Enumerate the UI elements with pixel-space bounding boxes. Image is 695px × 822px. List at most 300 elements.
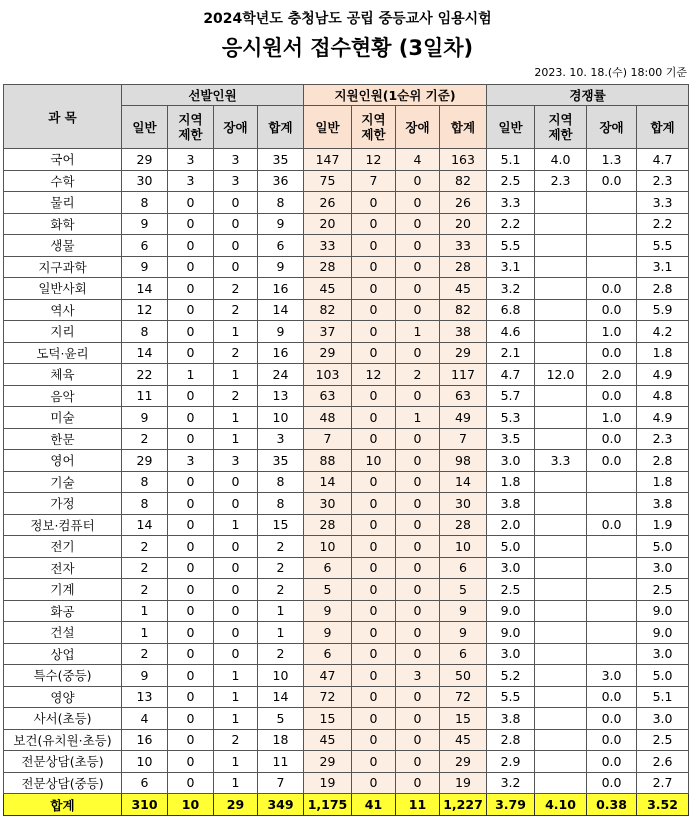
- value-cell: 6: [122, 772, 168, 794]
- value-cell: 2.8: [487, 729, 535, 751]
- table-row: [4, 235, 689, 257]
- subject-cell: 영어: [4, 450, 122, 472]
- value-cell: 0: [396, 729, 440, 751]
- subject-cell: 기술: [4, 471, 122, 493]
- value-cell: 2.9: [487, 751, 535, 773]
- value-cell: 0: [168, 428, 214, 450]
- value-cell: 8: [122, 471, 168, 493]
- value-cell: 2: [122, 579, 168, 601]
- value-cell: 2.5: [637, 729, 689, 751]
- value-cell: 0: [214, 622, 258, 644]
- value-cell: 11: [258, 751, 304, 773]
- value-cell: 30: [440, 493, 487, 515]
- value-cell: 5.5: [637, 235, 689, 257]
- value-cell: 1: [214, 428, 258, 450]
- sub-header-cell: 지역 제한: [168, 106, 214, 149]
- value-cell: 5.2: [487, 665, 535, 687]
- sub-header-cell: 합계: [637, 106, 689, 149]
- value-cell: 0: [396, 622, 440, 644]
- value-cell: 6.8: [487, 299, 535, 321]
- value-cell: [535, 665, 587, 687]
- value-cell: 5: [304, 579, 352, 601]
- value-cell: 4.2: [637, 321, 689, 343]
- value-cell: 0: [168, 514, 214, 536]
- total-value-cell: 3.79: [487, 794, 535, 816]
- value-cell: 9: [122, 665, 168, 687]
- value-cell: 1: [214, 321, 258, 343]
- value-cell: 0: [352, 514, 396, 536]
- value-cell: [587, 600, 637, 622]
- value-cell: 18: [258, 729, 304, 751]
- value-cell: 5.9: [637, 299, 689, 321]
- value-cell: 3.1: [487, 256, 535, 278]
- value-cell: 10: [258, 407, 304, 429]
- value-cell: 2: [258, 557, 304, 579]
- value-cell: 0: [168, 256, 214, 278]
- value-cell: 12: [352, 364, 396, 386]
- table-row: [4, 385, 689, 407]
- value-cell: 0: [168, 686, 214, 708]
- value-cell: 4.9: [637, 407, 689, 429]
- value-cell: 6: [304, 643, 352, 665]
- value-cell: 0.0: [587, 299, 637, 321]
- value-cell: 10: [258, 665, 304, 687]
- value-cell: 3.0: [587, 665, 637, 687]
- value-cell: 1: [214, 514, 258, 536]
- value-cell: 3: [214, 450, 258, 472]
- value-cell: 35: [258, 450, 304, 472]
- value-cell: 2: [122, 557, 168, 579]
- sub-header-cell: 일반: [304, 106, 352, 149]
- table-row: [4, 557, 689, 579]
- value-cell: [535, 471, 587, 493]
- value-cell: 45: [304, 729, 352, 751]
- value-cell: 1: [214, 665, 258, 687]
- value-cell: 4.7: [637, 149, 689, 171]
- value-cell: 13: [258, 385, 304, 407]
- value-cell: 0: [352, 385, 396, 407]
- value-cell: 63: [440, 385, 487, 407]
- value-cell: 3: [396, 665, 440, 687]
- value-cell: 0: [214, 213, 258, 235]
- value-cell: 0: [396, 213, 440, 235]
- value-cell: 4: [122, 708, 168, 730]
- value-cell: 0: [168, 213, 214, 235]
- value-cell: 0: [396, 342, 440, 364]
- value-cell: 3: [168, 149, 214, 171]
- value-cell: 0: [352, 342, 396, 364]
- value-cell: 0: [168, 729, 214, 751]
- value-cell: [535, 192, 587, 214]
- value-cell: 2: [214, 385, 258, 407]
- value-cell: 0: [214, 493, 258, 515]
- value-cell: 0: [396, 450, 440, 472]
- sub-header-cell: 일반: [487, 106, 535, 149]
- value-cell: 2.3: [535, 170, 587, 192]
- value-cell: 2.0: [587, 364, 637, 386]
- value-cell: 11: [122, 385, 168, 407]
- value-cell: 6: [440, 557, 487, 579]
- value-cell: 0.0: [587, 686, 637, 708]
- value-cell: 3.0: [637, 643, 689, 665]
- subject-cell: 화학: [4, 213, 122, 235]
- value-cell: 1: [122, 600, 168, 622]
- value-cell: 30: [122, 170, 168, 192]
- table-row: [4, 428, 689, 450]
- value-cell: 0: [168, 192, 214, 214]
- value-cell: 0: [168, 708, 214, 730]
- value-cell: 33: [440, 235, 487, 257]
- value-cell: 9.0: [637, 600, 689, 622]
- value-cell: [587, 213, 637, 235]
- value-cell: 2: [214, 342, 258, 364]
- value-cell: 2: [258, 536, 304, 558]
- value-cell: [535, 772, 587, 794]
- value-cell: 2: [122, 536, 168, 558]
- table-row: [4, 192, 689, 214]
- value-cell: 13: [122, 686, 168, 708]
- value-cell: 7: [440, 428, 487, 450]
- value-cell: 26: [304, 192, 352, 214]
- value-cell: 0: [352, 536, 396, 558]
- value-cell: 28: [440, 514, 487, 536]
- value-cell: 29: [440, 751, 487, 773]
- value-cell: [535, 299, 587, 321]
- value-cell: 9: [122, 213, 168, 235]
- value-cell: 12: [122, 299, 168, 321]
- value-cell: 3.8: [637, 493, 689, 515]
- subject-cell: 한문: [4, 428, 122, 450]
- value-cell: 12: [352, 149, 396, 171]
- subject-cell: 지리: [4, 321, 122, 343]
- table-row: [4, 256, 689, 278]
- value-cell: 3.0: [487, 450, 535, 472]
- value-cell: 10: [440, 536, 487, 558]
- value-cell: 0.0: [587, 342, 637, 364]
- value-cell: 50: [440, 665, 487, 687]
- value-cell: 1.3: [587, 149, 637, 171]
- value-cell: 2.5: [487, 579, 535, 601]
- value-cell: 0: [352, 708, 396, 730]
- value-cell: 4.9: [637, 364, 689, 386]
- value-cell: [587, 256, 637, 278]
- value-cell: 4.0: [535, 149, 587, 171]
- value-cell: 14: [304, 471, 352, 493]
- subject-cell: 기계: [4, 579, 122, 601]
- value-cell: 29: [304, 342, 352, 364]
- value-cell: 2.7: [637, 772, 689, 794]
- table-row: [4, 514, 689, 536]
- value-cell: 9.0: [637, 622, 689, 644]
- subject-cell: 국어: [4, 149, 122, 171]
- table-row: [4, 729, 689, 751]
- value-cell: 8: [258, 471, 304, 493]
- total-value-cell: 1,175: [304, 794, 352, 816]
- value-cell: [587, 235, 637, 257]
- value-cell: 0: [396, 235, 440, 257]
- value-cell: 0: [168, 385, 214, 407]
- value-cell: 0: [352, 600, 396, 622]
- value-cell: 3.1: [637, 256, 689, 278]
- subject-cell: 전문상담(중등): [4, 772, 122, 794]
- value-cell: 5: [440, 579, 487, 601]
- value-cell: [535, 213, 587, 235]
- value-cell: 2: [214, 278, 258, 300]
- value-cell: [535, 342, 587, 364]
- total-value-cell: 310: [122, 794, 168, 816]
- subject-cell: 전기: [4, 536, 122, 558]
- value-cell: 0: [214, 579, 258, 601]
- subject-cell: 전문상담(초등): [4, 751, 122, 773]
- subject-cell: 생물: [4, 235, 122, 257]
- value-cell: 15: [304, 708, 352, 730]
- value-cell: 1: [258, 622, 304, 644]
- value-cell: 2.6: [637, 751, 689, 773]
- value-cell: [535, 622, 587, 644]
- value-cell: 16: [122, 729, 168, 751]
- value-cell: 10: [122, 751, 168, 773]
- value-cell: 12.0: [535, 364, 587, 386]
- document-subtitle: 응시원서 접수현황 (3일차): [221, 36, 474, 60]
- value-cell: 4.8: [637, 385, 689, 407]
- value-cell: [535, 514, 587, 536]
- value-cell: [535, 428, 587, 450]
- sub-header-cell: 합계: [258, 106, 304, 149]
- value-cell: 5.0: [487, 536, 535, 558]
- value-cell: 3.8: [487, 493, 535, 515]
- value-cell: 0: [396, 579, 440, 601]
- value-cell: 0: [352, 772, 396, 794]
- value-cell: 0.0: [587, 170, 637, 192]
- sub-header-cell: 일반: [122, 106, 168, 149]
- value-cell: 0: [168, 643, 214, 665]
- value-cell: 0: [396, 256, 440, 278]
- value-cell: 8: [122, 321, 168, 343]
- value-cell: 163: [440, 149, 487, 171]
- value-cell: 2: [122, 643, 168, 665]
- value-cell: [535, 235, 587, 257]
- value-cell: 0: [214, 235, 258, 257]
- total-value-cell: 3.52: [637, 794, 689, 816]
- value-cell: 2.0: [487, 514, 535, 536]
- total-value-cell: 41: [352, 794, 396, 816]
- subject-cell: 도덕·윤리: [4, 342, 122, 364]
- value-cell: 117: [440, 364, 487, 386]
- value-cell: [587, 493, 637, 515]
- value-cell: [535, 686, 587, 708]
- table-row: [4, 170, 689, 192]
- value-cell: 36: [258, 170, 304, 192]
- subject-cell: 상업: [4, 643, 122, 665]
- value-cell: 0: [396, 278, 440, 300]
- value-cell: 19: [440, 772, 487, 794]
- value-cell: 0: [396, 170, 440, 192]
- table-row: [4, 772, 689, 794]
- subject-cell: 화공: [4, 600, 122, 622]
- value-cell: 2: [396, 364, 440, 386]
- value-cell: 1: [214, 364, 258, 386]
- value-cell: 0: [168, 493, 214, 515]
- value-cell: 2.1: [487, 342, 535, 364]
- value-cell: 0: [168, 299, 214, 321]
- subject-cell: 미술: [4, 407, 122, 429]
- value-cell: 0: [352, 686, 396, 708]
- value-cell: 5.1: [637, 686, 689, 708]
- value-cell: 0.0: [587, 708, 637, 730]
- table-row: [4, 364, 689, 386]
- value-cell: 16: [258, 278, 304, 300]
- value-cell: 98: [440, 450, 487, 472]
- value-cell: 7: [258, 772, 304, 794]
- value-cell: 0: [396, 471, 440, 493]
- value-cell: 4: [396, 149, 440, 171]
- value-cell: 29: [440, 342, 487, 364]
- subject-header: 과 목: [4, 85, 122, 149]
- value-cell: 0: [168, 321, 214, 343]
- value-cell: 0: [352, 471, 396, 493]
- value-cell: 1.8: [637, 471, 689, 493]
- value-cell: 0.0: [587, 385, 637, 407]
- total-value-cell: 11: [396, 794, 440, 816]
- table-row: [4, 579, 689, 601]
- value-cell: 3: [214, 149, 258, 171]
- value-cell: [535, 729, 587, 751]
- value-cell: 0: [396, 299, 440, 321]
- value-cell: 1: [396, 407, 440, 429]
- value-cell: 5.5: [487, 686, 535, 708]
- value-cell: 0: [352, 729, 396, 751]
- value-cell: 0: [168, 557, 214, 579]
- value-cell: 9: [304, 600, 352, 622]
- table-row: [4, 471, 689, 493]
- value-cell: 0: [396, 385, 440, 407]
- value-cell: [535, 321, 587, 343]
- value-cell: 63: [304, 385, 352, 407]
- value-cell: 14: [122, 278, 168, 300]
- value-cell: 0: [352, 579, 396, 601]
- table-row: [4, 708, 689, 730]
- value-cell: [535, 385, 587, 407]
- value-cell: 0: [396, 600, 440, 622]
- value-cell: 0: [168, 772, 214, 794]
- value-cell: 0: [214, 256, 258, 278]
- value-cell: 8: [122, 192, 168, 214]
- value-cell: 0: [352, 751, 396, 773]
- value-cell: 0: [214, 600, 258, 622]
- value-cell: 1: [258, 600, 304, 622]
- subject-cell: 건설: [4, 622, 122, 644]
- total-value-cell: 0.38: [587, 794, 637, 816]
- value-cell: 33: [304, 235, 352, 257]
- value-cell: 0.0: [587, 278, 637, 300]
- value-cell: 0: [352, 192, 396, 214]
- value-cell: 0: [214, 643, 258, 665]
- value-cell: 0: [168, 665, 214, 687]
- value-cell: 0: [214, 557, 258, 579]
- value-cell: 82: [440, 170, 487, 192]
- value-cell: 3.5: [487, 428, 535, 450]
- value-cell: [587, 471, 637, 493]
- value-cell: 0: [168, 536, 214, 558]
- value-cell: 1: [122, 622, 168, 644]
- value-cell: 10: [304, 536, 352, 558]
- value-cell: 9.0: [487, 600, 535, 622]
- value-cell: 9: [122, 256, 168, 278]
- table-row: [4, 278, 689, 300]
- value-cell: 1.9: [637, 514, 689, 536]
- value-cell: [587, 557, 637, 579]
- value-cell: 88: [304, 450, 352, 472]
- value-cell: 0: [396, 751, 440, 773]
- value-cell: 19: [304, 772, 352, 794]
- value-cell: 4.7: [487, 364, 535, 386]
- value-cell: 9: [258, 213, 304, 235]
- table-body: [4, 149, 689, 816]
- value-cell: [535, 751, 587, 773]
- subject-cell: 보건(유치원·초등): [4, 729, 122, 751]
- value-cell: 0.0: [587, 450, 637, 472]
- subject-cell: 전자: [4, 557, 122, 579]
- value-cell: 3: [168, 450, 214, 472]
- value-cell: 72: [440, 686, 487, 708]
- value-cell: 0: [168, 278, 214, 300]
- value-cell: 1: [214, 407, 258, 429]
- sub-header-cell: 지역 제한: [535, 106, 587, 149]
- total-value-cell: 29: [214, 794, 258, 816]
- table-row: [4, 686, 689, 708]
- value-cell: 0: [352, 256, 396, 278]
- value-cell: 72: [304, 686, 352, 708]
- total-row: [4, 794, 689, 816]
- value-cell: 3.3: [487, 192, 535, 214]
- value-cell: 82: [440, 299, 487, 321]
- value-cell: 47: [304, 665, 352, 687]
- table-row: [4, 149, 689, 171]
- table-row: [4, 643, 689, 665]
- sub-header-cell: 장애: [587, 106, 637, 149]
- table-row: [4, 407, 689, 429]
- value-cell: 0: [352, 557, 396, 579]
- applicant-group-header: 지원인원(1순위 기준): [304, 85, 487, 106]
- value-cell: 0: [168, 579, 214, 601]
- value-cell: 9: [258, 256, 304, 278]
- total-value-cell: 10: [168, 794, 214, 816]
- value-cell: 9: [122, 407, 168, 429]
- value-cell: 22: [122, 364, 168, 386]
- value-cell: 29: [304, 751, 352, 773]
- value-cell: 2.8: [637, 450, 689, 472]
- sub-header-cell: 장애: [214, 106, 258, 149]
- value-cell: 3: [214, 170, 258, 192]
- value-cell: 8: [258, 493, 304, 515]
- value-cell: 75: [304, 170, 352, 192]
- value-cell: 0: [352, 299, 396, 321]
- subject-cell: 일반사회: [4, 278, 122, 300]
- value-cell: 5: [258, 708, 304, 730]
- value-cell: 3: [168, 170, 214, 192]
- value-cell: 2: [258, 579, 304, 601]
- header-group-row: [4, 85, 689, 106]
- value-cell: 0: [352, 235, 396, 257]
- value-cell: [587, 643, 637, 665]
- competition-group-header: 경쟁률: [487, 85, 689, 106]
- table-row: [4, 299, 689, 321]
- value-cell: 0: [214, 536, 258, 558]
- value-cell: 2: [214, 299, 258, 321]
- value-cell: 2: [122, 428, 168, 450]
- value-cell: 0: [396, 557, 440, 579]
- value-cell: [535, 579, 587, 601]
